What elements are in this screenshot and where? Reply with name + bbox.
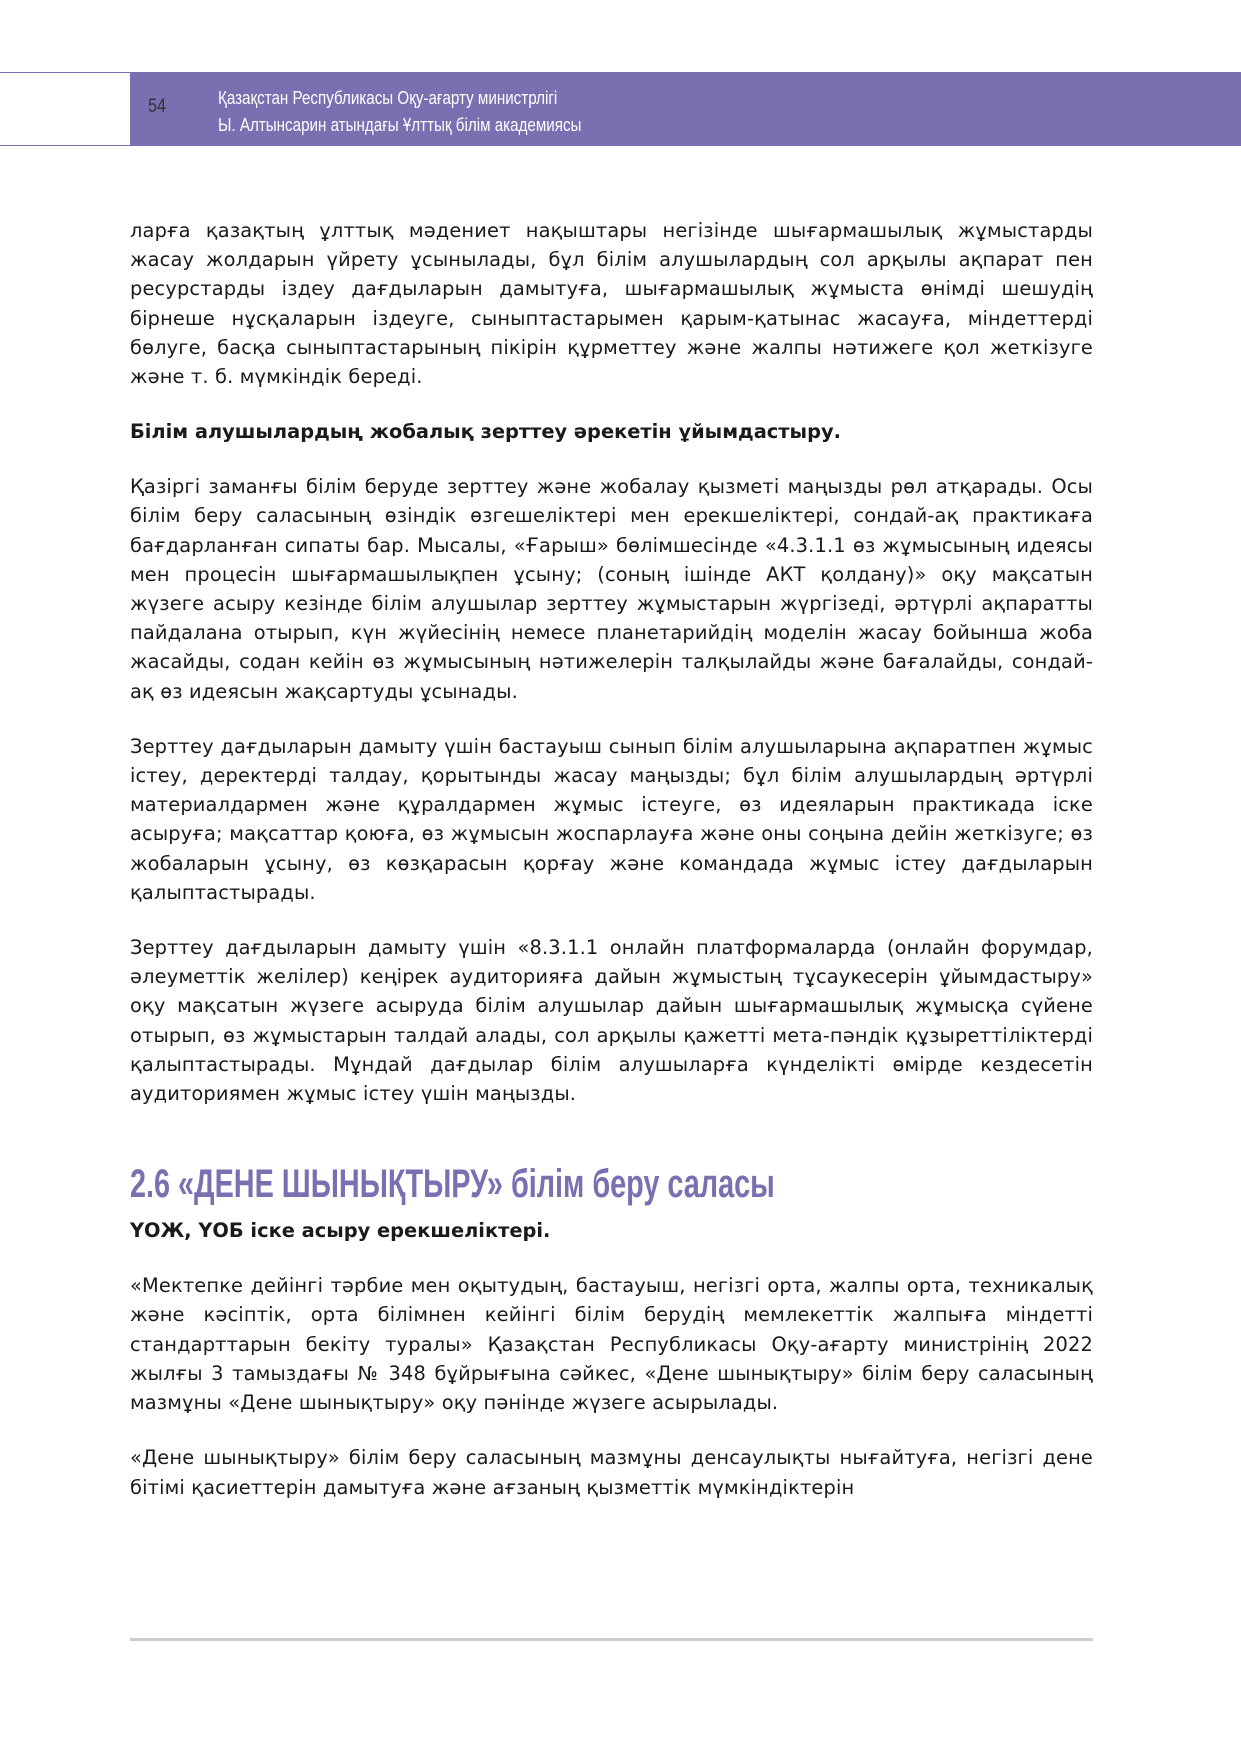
- header-band: [0, 72, 1241, 146]
- paragraph-5: «Мектепке дейінгі тәрбие мен оқытудың, бастауыш, негізгі орта, жалпы орта, техникалық және кәсіптік, орта білімнен кейінгі білім берудің мемлекеттік жалпыға міндетті стандарттарын бекіту туралы» Қазақстан Республикасы Оқу-ағарту министрінің 2022 жылғы 3 тамыздағы № 348 бұйрығына сәйкес, «Дене шынықтыру» білім беру саласының мазмұны «Дене шынықтыру» оқу пәнінде жүзеге асырылады.: [130, 1274, 1093, 1415]
- paragraph-4: Зерттеу дағдыларын дамыту үшін «8.3.1.1 онлайн платформаларда (онлайн форумдар, әлеуметтік желілер) кеңірек аудиторияға дайын жұмыстың тұсаукесерін ұйымдастыру» оқу мақсатын жүзеге асыруда білім алушылар дайын шығармашылық жұмысқа сүйене отырып, өз жұмыстарын талдай алады, сол арқылы қажетті мета-пәндік құзыреттіліктерді қалыптастырады. Мұндай дағдылар білім алушыларға күнделікті өмірде кездесетін аудиториямен жұмыс істеу үшін маңызды.: [130, 936, 1093, 1106]
- heading-implementation: ҮОЖ, ҮОБ іске асыру ерекшеліктері.: [130, 1219, 551, 1243]
- page-number-box: [0, 72, 130, 146]
- heading-project-research: Білім алушылардың жобалық зерттеу әрекетін ұйымдастыру.: [130, 420, 841, 444]
- paragraph-3: Зерттеу дағдыларын дамыту үшін бастауыш сынып білім алушыларына ақпаратпен жұмыс істеу, деректерді талдау, қорытынды жасау маңызды; бұл білім алушылардың әртүрлі материалдармен және құралдармен жұмыс істеуге, өз идеяларын практикада іске асыруға; мақсаттар қоюға, өз жұмысын жоспарлауға және оны соңына дейін жеткізуге; өз жобаларын ұсыну, өз көзқарасын қорғау және командада жұмыс істеу дағдыларын қалыптастырады.: [130, 734, 1093, 904]
- paragraph-2: Қазіргі заманғы білім беруде зерттеу және жобалау қызметі маңызды рөл атқарады. Осы білім беру саласының өзіндік өзгешеліктері мен ерекшеліктері, сондай-ақ практикаға бағдарланған сипаты бар. Мысалы, «Ғарыш» бөлімшесінде «4.3.1.1 өз жұмысының идеясы мен процесін шығармашылықпен ұсыну; (соның ішінде АКТ қолдану)» оқу мақсатын жүзеге асыру кезінде білім алушылар зерттеу жұмыстарын жүргізеді, әртүрлі ақпаратты пайдалана отырып, күн жүйесінің немесе планетарийдің моделін жасау бойынша жоба жасайды, содан кейін өз жұмысының нәтижелерін талқылайды және бағалайды, сондай-ақ өз идеясын жақсартуды ұсынады.: [130, 475, 1093, 703]
- paragraph-1: ларға қазақтың ұлттық мәдениет нақыштары негізінде шығармашылық жұмыстарды жасау жолдарын үйрету ұсынылады, бұл білім алушылардың сол арқылы ақпарат пен ресурстарды іздеу дағдыларын дамытуға, шығармашылық жұмыста өнімді шешудің бірнеше нұсқаларын іздеуге, сыныптастарымен қарым-қатынас жасауға, міндеттерді бөлуге, басқа сыныптастарының пікірін құрметтеу және жалпы нәтижеге қол жеткізуге және т. б. мүмкіндік береді.: [130, 219, 1093, 389]
- footer-rule: [130, 1638, 1093, 1641]
- page-content: [130, 216, 1093, 1502]
- header-academy: Ы. Алтынсарин атындағы Ұлттық білім академиясы: [218, 114, 582, 135]
- page-number: 54: [148, 96, 166, 117]
- header-ministry: Қазақстан Республикасы Оқу-ағарту министрлігі: [218, 87, 558, 108]
- section-title: 2.6 «ДЕНЕ ШЫНЫҚТЫРУ» білім беру саласы: [130, 1162, 775, 1207]
- paragraph-6: «Дене шынықтыру» білім беру саласының мазмұны денсаулықты нығайтуға, негізгі дене бітімі қасиеттерін дамытуға және ағзаның қызметтік мүмкіндіктерін: [130, 1446, 1093, 1499]
- header-institution: [218, 84, 581, 138]
